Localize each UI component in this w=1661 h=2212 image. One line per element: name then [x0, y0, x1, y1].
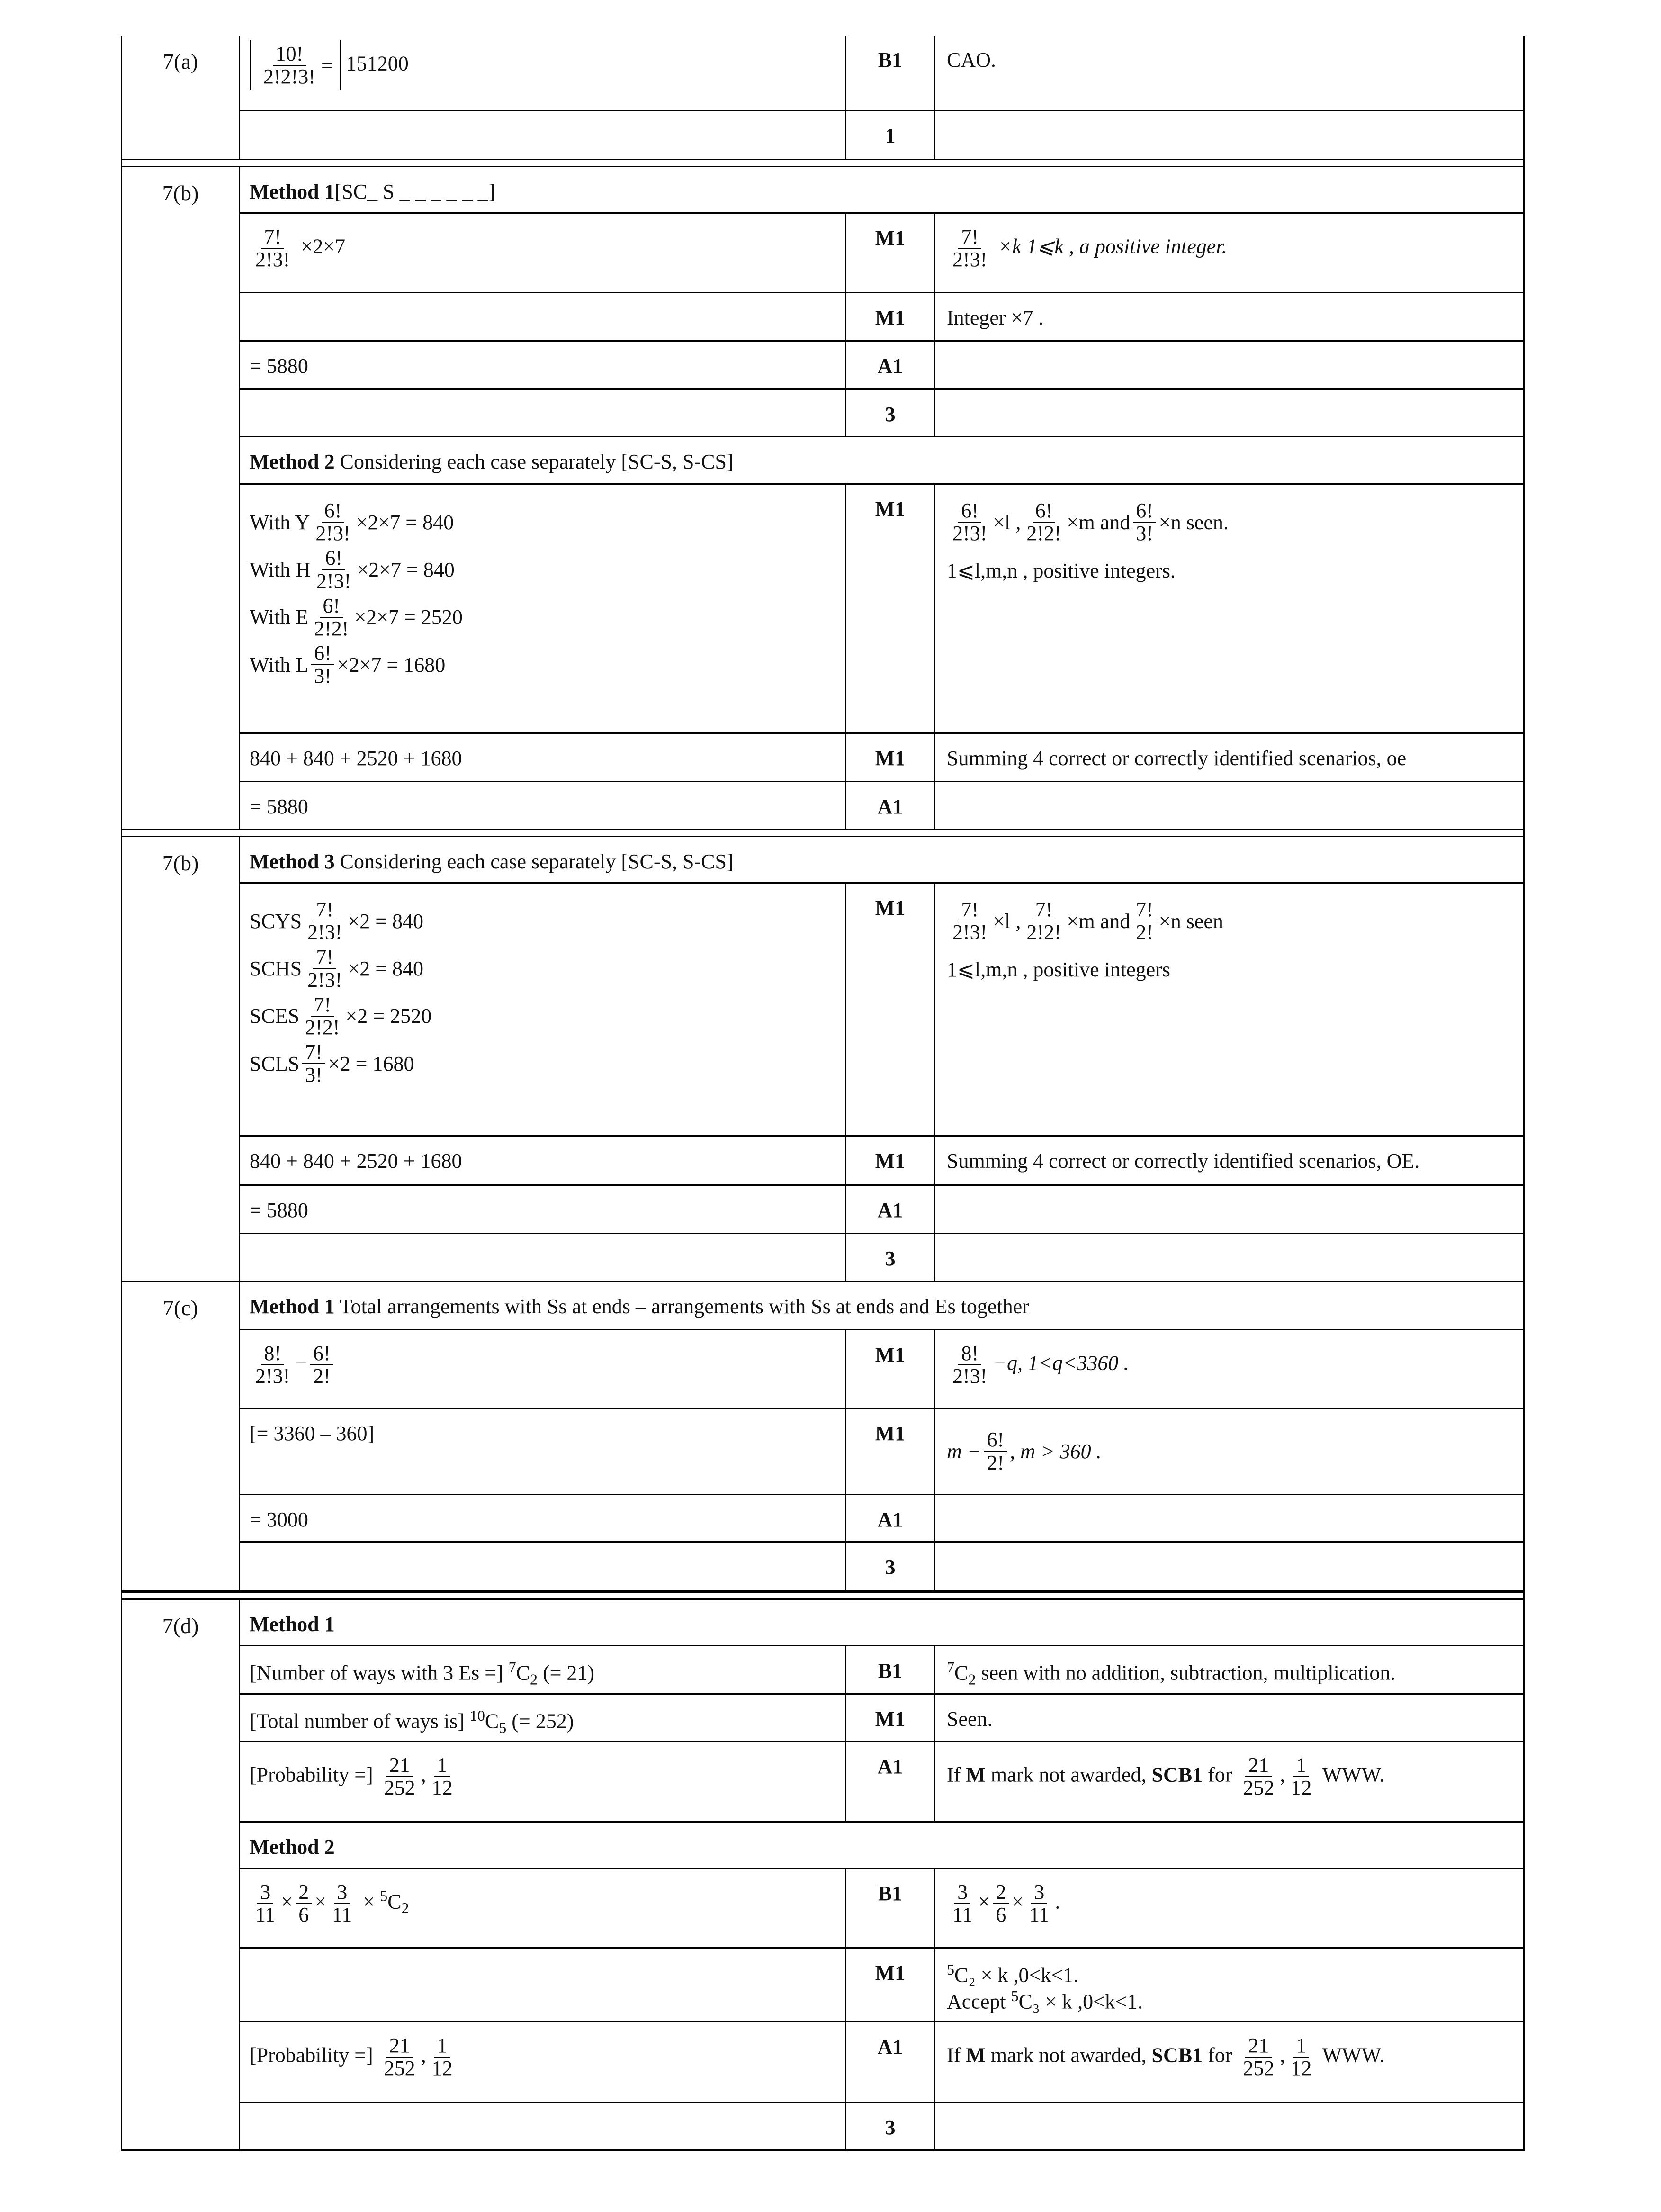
mark: M1 [846, 1949, 935, 2021]
sum-working: 840 + 840 + 2520 + 1680 [240, 1137, 846, 1184]
cases-working [240, 884, 846, 1135]
method-heading: Method 1 Total arrangements with Ss at ends – arrangements with Ss at ends and Es together [250, 1295, 1029, 1318]
probability-working: [Probability =] $\frac{21}{252}$ , $\frac{1}{12}$ [240, 2022, 846, 2102]
working-step: [= 3360 – 360] [240, 1409, 846, 1494]
case-row: SCLS $\frac{7!}{3!}$ ×2 = 1680 [250, 1040, 414, 1087]
guidance: $\frac{8!}{2!3!}$ −q, 1<q<3360 . [952, 1342, 1129, 1388]
question-label: 7(d) [162, 1614, 199, 1638]
question-label: 7(b) [162, 851, 199, 875]
case-row: SCYS $\frac{7!}{2!3!}$ ×2 = 840 [250, 898, 424, 944]
case-row: With E $\frac{6!}{2!2!}$ ×2×7 = 2520 [250, 594, 463, 640]
result: = 5880 [240, 342, 846, 388]
guidance: $^5$C₂ × k ,0<k<1. Accept $^5$C₃ × k ,0<k<1. [947, 1961, 1143, 2013]
guidance: m − $\frac{6!}{2!}$ , m > 360 . [947, 1428, 1102, 1474]
case-row: SCES $\frac{7!}{2!2!}$ ×2 = 2520 [250, 993, 432, 1039]
probability-working: [Probability =] $\frac{21}{252}$ , $\frac{1}{12}$ [240, 1742, 846, 1821]
answer-cell [240, 36, 846, 110]
mark: B1 [846, 1869, 935, 1947]
working-cell: $\frac{7!}{2!3!}$ ×2×7 [240, 214, 846, 292]
total-marks: 3 [846, 2103, 935, 2149]
total-marks: 3 [846, 1234, 935, 1281]
mark: A1 [846, 1742, 935, 1821]
guidance: $\frac{7!}{2!3!}$ ×l , $\frac{7!}{2!2!}$ ×m and $\frac{7!}{2!}$ ×n seen 1⩽l,m,n , positive integers [947, 898, 1223, 982]
result: = 3000 [240, 1495, 846, 1541]
mark: A1 [846, 2022, 935, 2102]
mark: M1 [846, 214, 935, 292]
section-separator [121, 829, 1525, 837]
cases-working [240, 485, 846, 732]
case-row: With Y $\frac{6!}{2!3!}$ ×2×7 = 840 [250, 499, 454, 545]
section-separator [121, 1591, 1525, 1600]
mark: M1 [846, 884, 935, 1135]
mark: M1 [846, 1409, 935, 1494]
working-step: [Number of ways with 3 Es =] $^7C_2$ (= 21) [240, 1646, 846, 1693]
mark: M1 [846, 1695, 935, 1741]
guidance: If M mark not awarded, SCB1 for $\frac{21}{252}$ , $\frac{1}{12}$ WWW. [947, 2034, 1385, 2080]
guidance: $^7C_2$ seen with no addition, subtraction, multiplication. [947, 1659, 1396, 1688]
guidance: CAO. [947, 48, 996, 72]
mark-scheme-table [121, 36, 1525, 2151]
sum-working: 840 + 840 + 2520 + 1680 [240, 734, 846, 781]
section-7d [121, 1600, 1525, 2151]
guidance: If M mark not awarded, SCB1 for $\frac{21}{252}$ , $\frac{1}{12}$ WWW. [947, 1753, 1385, 1800]
section-7b-methods-1-2 [121, 167, 1525, 829]
result: = 5880 [240, 1186, 846, 1233]
working-cell: $\frac{3}{11}$ × $\frac{2}{6}$ × $\frac{3}{11}$ × $^5C_2$ [240, 1869, 846, 1947]
guidance: Summing 4 correct or correctly identified scenarios, oe [947, 747, 1407, 770]
mark: A1 [846, 1186, 935, 1233]
mark: B1 [846, 1646, 935, 1693]
case-row: With L $\frac{6!}{3!}$ ×2×7 = 1680 [250, 641, 446, 688]
total-marks: 1 [846, 111, 935, 159]
case-row: SCHS $\frac{7!}{2!3!}$ ×2 = 840 [250, 945, 424, 992]
result: = 5880 [240, 782, 846, 829]
section-separator [121, 159, 1525, 167]
guidance: $\frac{3}{11}$ × $\frac{2}{6}$ × $\frac{3}{11}$ . [952, 1880, 1060, 1927]
mark: M1 [846, 485, 935, 732]
section-7b-method-3 [121, 837, 1525, 1282]
method-heading: Method 3 Considering each case separately [SC-S, S-CS] [250, 850, 734, 873]
working-step: [Total number of ways is] $^{10}C_5$ (= 252) [240, 1695, 846, 1741]
mark: M1 [846, 1137, 935, 1184]
answer-value: 151200 [346, 52, 409, 75]
guidance: $\frac{6!}{2!3!}$ ×l , $\frac{6!}{2!2!}$ ×m and $\frac{6!}{3!}$ ×n seen. 1⩽l,m,n , positive integers. [947, 499, 1229, 583]
method-heading: Method 2 [250, 1835, 335, 1859]
method-heading: Method 2 Considering each case separately [SC-S, S-CS] [250, 450, 734, 473]
mark: A1 [846, 782, 935, 829]
section-7c [121, 1282, 1525, 1591]
case-row: With H $\frac{6!}{2!3!}$ ×2×7 = 840 [250, 546, 455, 593]
question-label: 7(b) [162, 181, 199, 205]
bracket-expression: $\frac{10!}{2!2!3!}$ = [250, 40, 341, 90]
mark: A1 [846, 1495, 935, 1541]
question-label: 7(c) [162, 1296, 198, 1320]
working-cell: $\frac{8!}{2!3!}$ − $\frac{6!}{2!}$ [240, 1330, 846, 1408]
total-marks: 3 [846, 1543, 935, 1590]
section-7a [121, 36, 1525, 159]
method-heading: Method 1 [250, 1613, 335, 1636]
mark: A1 [846, 342, 935, 388]
guidance: $\frac{7!}{2!3!}$ ×k 1⩽k , a positive integer. [952, 225, 1227, 271]
total-marks: 3 [846, 390, 935, 436]
mark: M1 [846, 734, 935, 781]
mark: B1 [846, 36, 935, 110]
guidance: Summing 4 correct or correctly identified scenarios, OE. [947, 1149, 1420, 1173]
mark: M1 [846, 1330, 935, 1408]
mark: M1 [846, 293, 935, 340]
guidance: Integer ×7 . [947, 306, 1044, 329]
guidance: Seen. [947, 1707, 993, 1731]
question-label: 7(a) [162, 49, 198, 73]
method-heading: Method 1[SC_ S _ _ _ _ _ _] [250, 180, 495, 203]
